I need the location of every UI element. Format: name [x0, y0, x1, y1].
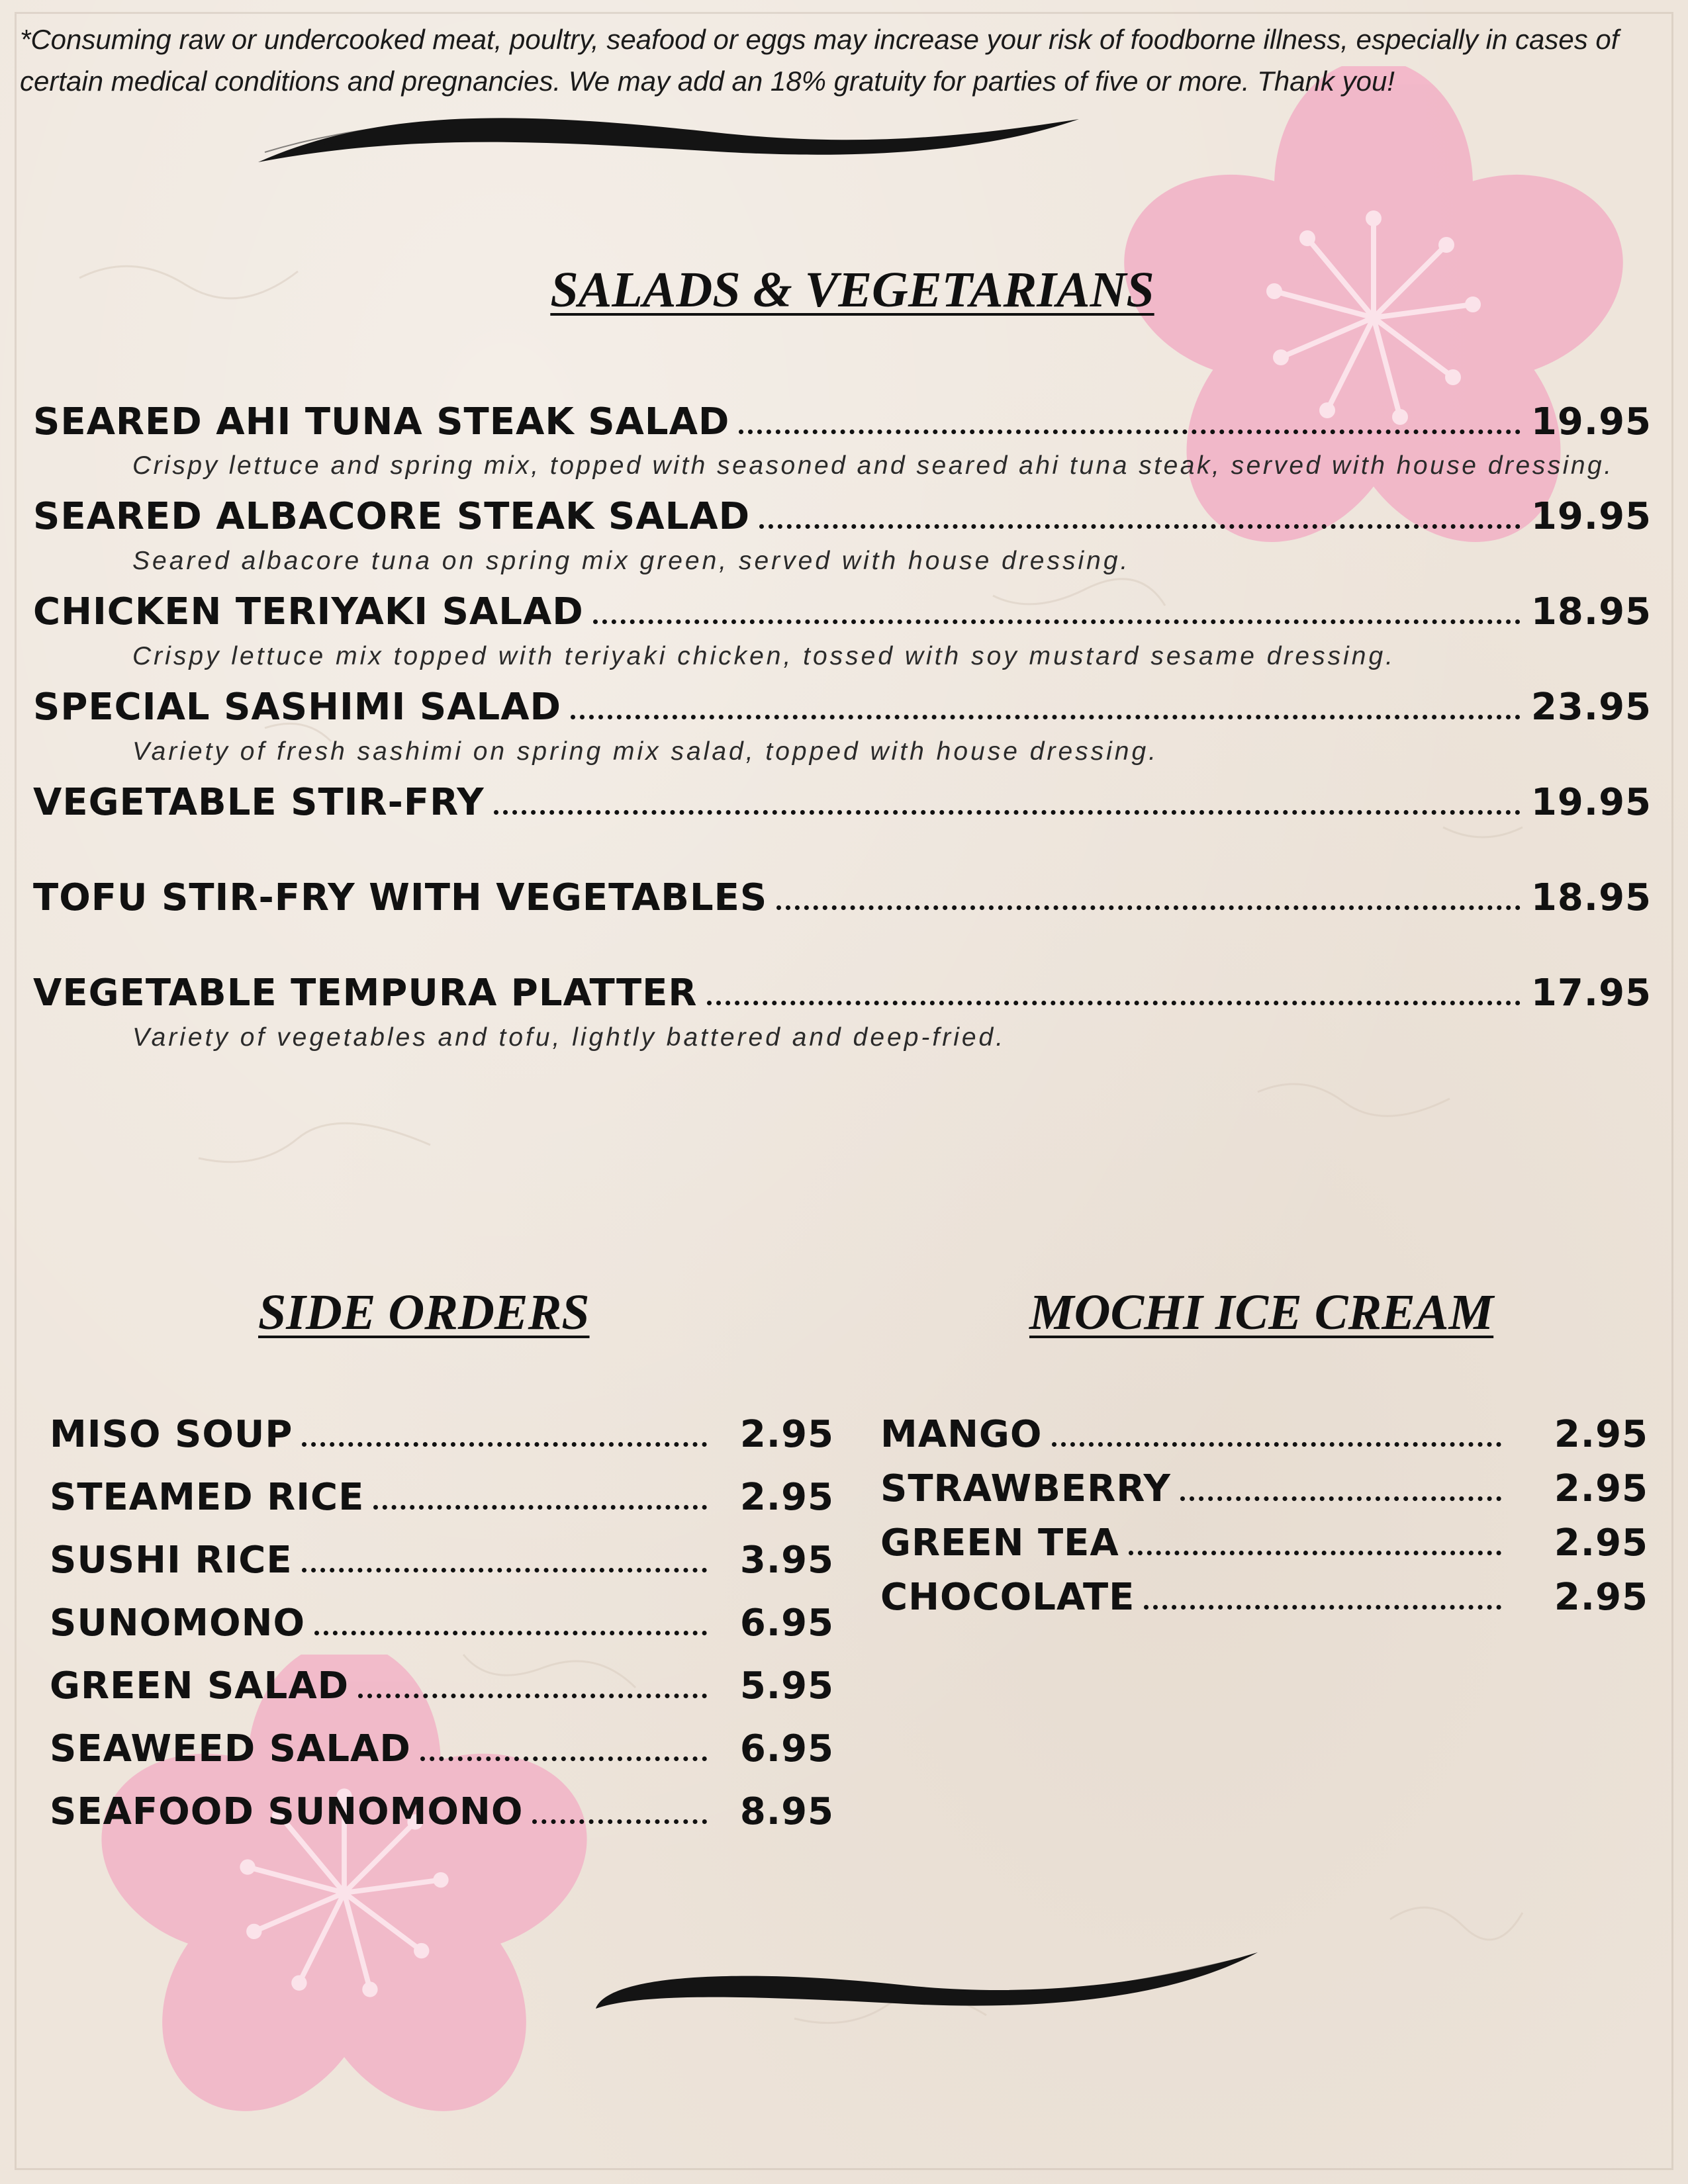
- item-price: 19.95: [1530, 400, 1652, 443]
- item-price: 19.95: [1530, 781, 1652, 824]
- item-name: MISO SOUP: [50, 1413, 293, 1456]
- item-price: 2.95: [739, 1476, 834, 1519]
- dot-leader: [314, 1631, 707, 1635]
- dot-leader: [1144, 1605, 1501, 1610]
- side-order-item: [50, 1790, 834, 1833]
- dot-leader: [532, 1819, 706, 1824]
- page-border: [15, 12, 1673, 2170]
- dot-leader: [571, 715, 1521, 719]
- menu-item: [33, 400, 1652, 443]
- menu-item: [33, 876, 1652, 919]
- item-price: 18.95: [1530, 876, 1652, 919]
- dot-leader: [707, 1001, 1521, 1005]
- item-description: Crispy lettuce and spring mix, topped with seasoned and seared ahi tuna steak, served with house dressing.: [132, 451, 1614, 480]
- mochi-item: [880, 1522, 1648, 1565]
- menu-item: [33, 495, 1652, 538]
- item-price: 2.95: [1554, 1467, 1648, 1510]
- side-order-item: [50, 1727, 834, 1770]
- mochi-item: [880, 1576, 1648, 1619]
- item-price: 6.95: [739, 1727, 834, 1770]
- menu-item: [33, 686, 1652, 729]
- dot-leader: [302, 1568, 707, 1572]
- dot-leader: [739, 430, 1520, 434]
- item-name: CHICKEN TERIYAKI SALAD: [33, 590, 584, 633]
- item-name: VEGETABLE STIR-FRY: [33, 781, 485, 824]
- item-name: CHOCOLATE: [880, 1576, 1135, 1619]
- dot-leader: [494, 810, 1521, 815]
- side-order-item: [50, 1539, 834, 1582]
- item-name: GREEN SALAD: [50, 1664, 350, 1707]
- item-price: 5.95: [739, 1664, 834, 1707]
- item-description: Seared albacore tuna on spring mix green, served with house dressing.: [132, 547, 1131, 575]
- item-name: SUNOMONO: [50, 1602, 306, 1645]
- item-description: Variety of vegetables and tofu, lightly battered and deep-fried.: [132, 1023, 1006, 1052]
- item-price: 6.95: [739, 1602, 834, 1645]
- item-name: STEAMED RICE: [50, 1476, 365, 1519]
- item-name: STRAWBERRY: [880, 1467, 1171, 1510]
- menu-item: [33, 781, 1652, 824]
- mochi-item: [880, 1467, 1648, 1510]
- item-price: 23.95: [1530, 686, 1652, 729]
- item-price: 2.95: [1554, 1413, 1648, 1456]
- side-order-item: [50, 1602, 834, 1645]
- item-name: VEGETABLE TEMPURA PLATTER: [33, 972, 698, 1015]
- dot-leader: [593, 619, 1521, 624]
- dot-leader: [759, 524, 1521, 529]
- item-price: 8.95: [739, 1790, 834, 1833]
- item-name: SEAFOOD SUNOMONO: [50, 1790, 524, 1833]
- menu-item: [33, 590, 1652, 633]
- item-price: 19.95: [1530, 495, 1652, 538]
- dot-leader: [420, 1756, 707, 1761]
- side-order-item: [50, 1664, 834, 1707]
- menu-item: [33, 972, 1652, 1015]
- dot-leader: [302, 1442, 706, 1447]
- item-name: SEARED AHI TUNA STEAK SALAD: [33, 400, 730, 443]
- side-orders-section-title: SIDE ORDERS: [258, 1285, 590, 1340]
- side-order-item: [50, 1413, 834, 1456]
- item-name: GREEN TEA: [880, 1522, 1119, 1565]
- disclaimer-text: *Consuming raw or undercooked meat, poultry, seafood or eggs may increase your risk of foodborne illness, especially in cases of certain medical conditions and pregnancies. We may add an 18% gratuity for parties of five or more. Thank you!: [20, 24, 1619, 97]
- side-order-item: [50, 1476, 834, 1519]
- dot-leader: [358, 1694, 707, 1698]
- item-price: 3.95: [739, 1539, 834, 1582]
- item-price: 2.95: [739, 1413, 834, 1456]
- dot-leader: [776, 905, 1521, 910]
- mochi-item: [880, 1413, 1648, 1456]
- dot-leader: [373, 1505, 706, 1510]
- salads-section-title: SALADS & VEGETARIANS: [550, 262, 1154, 318]
- dot-leader: [1052, 1442, 1501, 1447]
- dot-leader: [1129, 1551, 1501, 1555]
- item-description: Crispy lettuce mix topped with teriyaki chicken, tossed with soy mustard sesame dressing.: [132, 642, 1395, 670]
- item-price: 17.95: [1530, 972, 1652, 1015]
- dot-leader: [1180, 1496, 1501, 1501]
- item-price: 2.95: [1554, 1522, 1648, 1565]
- item-name: SEARED ALBACORE STEAK SALAD: [33, 495, 751, 538]
- item-name: MANGO: [880, 1413, 1043, 1456]
- item-price: 18.95: [1530, 590, 1652, 633]
- mochi-section-title: MOCHI ICE CREAM: [1029, 1285, 1494, 1340]
- item-name: SEAWEED SALAD: [50, 1727, 411, 1770]
- item-name: SPECIAL SASHIMI SALAD: [33, 686, 562, 729]
- item-description: Variety of fresh sashimi on spring mix salad, topped with house dressing.: [132, 737, 1159, 766]
- item-name: SUSHI RICE: [50, 1539, 293, 1582]
- item-price: 2.95: [1554, 1576, 1648, 1619]
- item-name: TOFU STIR-FRY WITH VEGETABLES: [33, 876, 768, 919]
